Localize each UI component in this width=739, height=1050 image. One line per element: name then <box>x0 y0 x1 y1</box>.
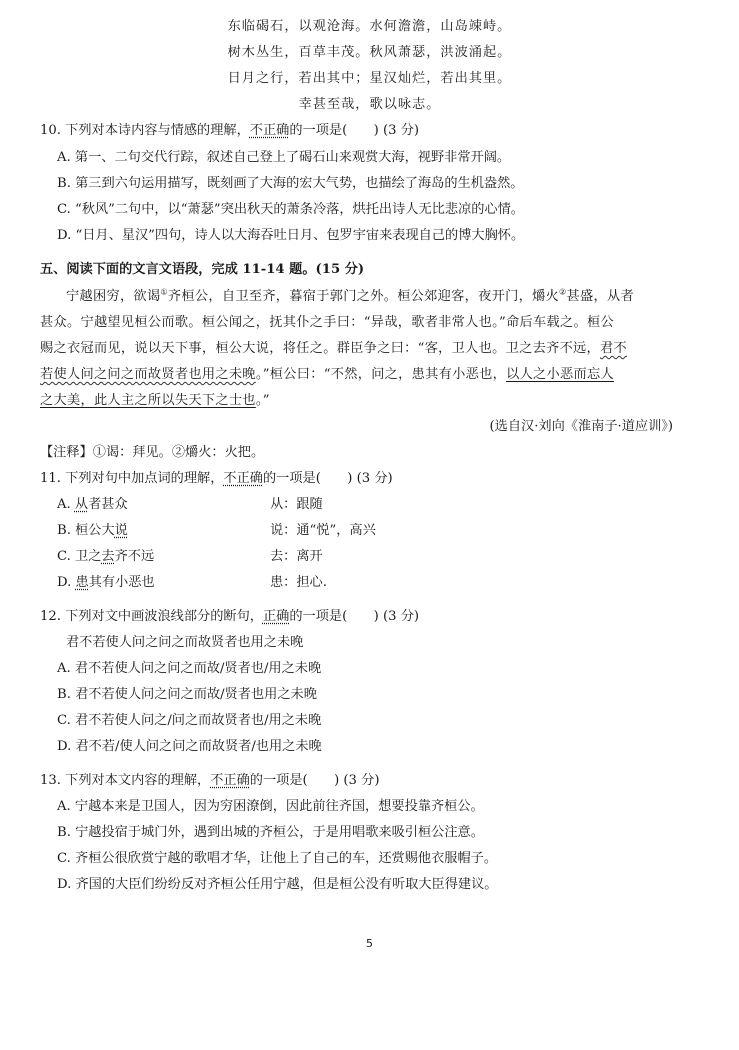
q11-option-a: A. 从者甚众 <box>57 497 128 512</box>
q10-option-c: C. “秋风”二句中，以“萧瑟”突出秋天的萧条冷落，烘托出诗人无比悲凉的心情。 <box>57 202 524 217</box>
q11-option-c: C. 卫之去齐不远 <box>57 549 155 564</box>
poem-line-1: 东临碣石，以观沧海。水何澹澹，山岛竦峙。 <box>227 19 512 34</box>
q12-option-c: C. 君不若使人问之/问之而故贤者也/用之未晚 <box>57 713 322 728</box>
question-13-stem: 13. 下列对本文内容的理解，不正确的一项是( ) (3 分) <box>40 773 380 788</box>
q12-option-a: A. 君不若使人问之问之而故/贤者也/用之未晚 <box>57 661 322 676</box>
q11-option-b: B. 桓公大说 <box>57 523 128 538</box>
emphasis-dots: 不正确 <box>210 773 250 788</box>
poem-line-4: 幸甚至哉，歌以咏志。 <box>298 97 441 112</box>
q11-gloss-a: 从：跟随 <box>270 497 323 512</box>
wavy-underline-text: 若使人问之问之而故贤者也用之未晚 <box>40 367 256 382</box>
emphasis-dots: 不正确 <box>249 123 290 138</box>
emphasis-dots: 正确 <box>262 609 290 624</box>
poem-line-3: 日月之行，若出其中；星汉灿烂，若出其里。 <box>227 71 512 86</box>
q13-option-c: C. 齐桓公很欣赏宁越的歌唱才华，让他上了自己的车，还赏赐他衣服帽子。 <box>57 851 498 866</box>
passage-source: (选自汉·刘向《淮南子·道应训》) <box>489 419 673 434</box>
q13-option-d: D. 齐国的大臣们纷纷反对齐桓公任用宁越，但是桓公没有听取大臣得建议。 <box>57 877 498 892</box>
question-10-stem: 10. 下列对本诗内容与情感的理解，不正确的一项是( ) (3 分) <box>40 123 420 138</box>
question-12-stem: 12. 下列对文中画波浪线部分的断句，正确的一项是( ) (3 分) <box>40 609 420 624</box>
q10-option-b: B. 第三到六句运用描写，既刻画了大海的宏大气势，也描绘了海岛的生机盎然。 <box>57 176 524 191</box>
q13-option-b: B. 宁越投宿于城门外，遇到出城的齐桓公，于是用唱歌来吸引桓公注意。 <box>57 825 484 840</box>
q11-gloss-d: 患：担心. <box>270 575 327 590</box>
q10-option-d: D. “日月、星汉”四句，诗人以大海吞吐日月、包罗宇宙来表现自己的博大胸怀。 <box>57 228 525 243</box>
q11-option-d: D. 患其有小恶也 <box>57 575 155 590</box>
underline-text: 以人之小恶而忘人 <box>506 367 614 382</box>
question-11-stem: 11. 下列对句中加点词的理解，不正确的一项是( ) (3 分) <box>40 471 393 486</box>
page-number: 5 <box>366 937 373 950</box>
emphasis-dots: 不正确 <box>223 471 263 486</box>
passage-line-4: 若使人问之问之而故贤者也用之未晚。”桓公曰：“不然，问之，患其有小恶也，以人之小恶而忘人 <box>40 367 614 382</box>
passage-line-2: 甚众。宁越望见桓公而歌。桓公闻之，抚其仆之手曰：“异哉，歌者非常人也。”命后车载之。桓公 <box>40 315 614 330</box>
q12-sentence: 君不若使人问之问之而故贤者也用之未晚 <box>66 635 304 650</box>
underline-text: 之大美，此人主之所以失天下之士也 <box>40 393 256 408</box>
q13-option-a: A. 宁越本来是卫国人，因为穷困潦倒，因此前往齐国，想要投靠齐桓公。 <box>57 799 484 814</box>
q11-gloss-c: 去：离开 <box>270 549 323 564</box>
section-5-heading: 五、阅读下面的文言文语段，完成 11-14 题。(15 分) <box>40 262 365 277</box>
poem-line-2: 树木丛生，百草丰茂。秋风萧瑟，洪波涌起。 <box>227 45 512 60</box>
passage-line-3: 赐之衣冠而见，说以天下事，桓公大说，将任之。群臣争之曰：“客，卫人也。卫之去齐不远，君不 <box>40 341 628 356</box>
passage-line-1: 宁越困穷，欲谒①齐桓公，自卫至齐，暮宿于郭门之外。桓公郊迎客，夜开门，爝火②甚盛，从者 <box>66 287 634 304</box>
q12-option-b: B. 君不若使人问之问之而故/贤者也用之未晚 <box>57 687 317 702</box>
wavy-underline-text: 君不 <box>600 341 628 356</box>
q10-option-a: A. 第一、二句交代行踪，叙述自己登上了碣石山来观赏大海，视野非常开阔。 <box>57 150 511 165</box>
passage-notes: 【注释】①谒：拜见。②爝火：火把。 <box>40 445 265 460</box>
q12-option-d: D. 君不若/使人问之问之而故贤者/也用之未晚 <box>57 739 322 754</box>
passage-line-5: 之大美，此人主之所以失天下之士也。” <box>40 393 270 408</box>
q11-gloss-b: 说：通“悦”，高兴 <box>270 523 376 538</box>
